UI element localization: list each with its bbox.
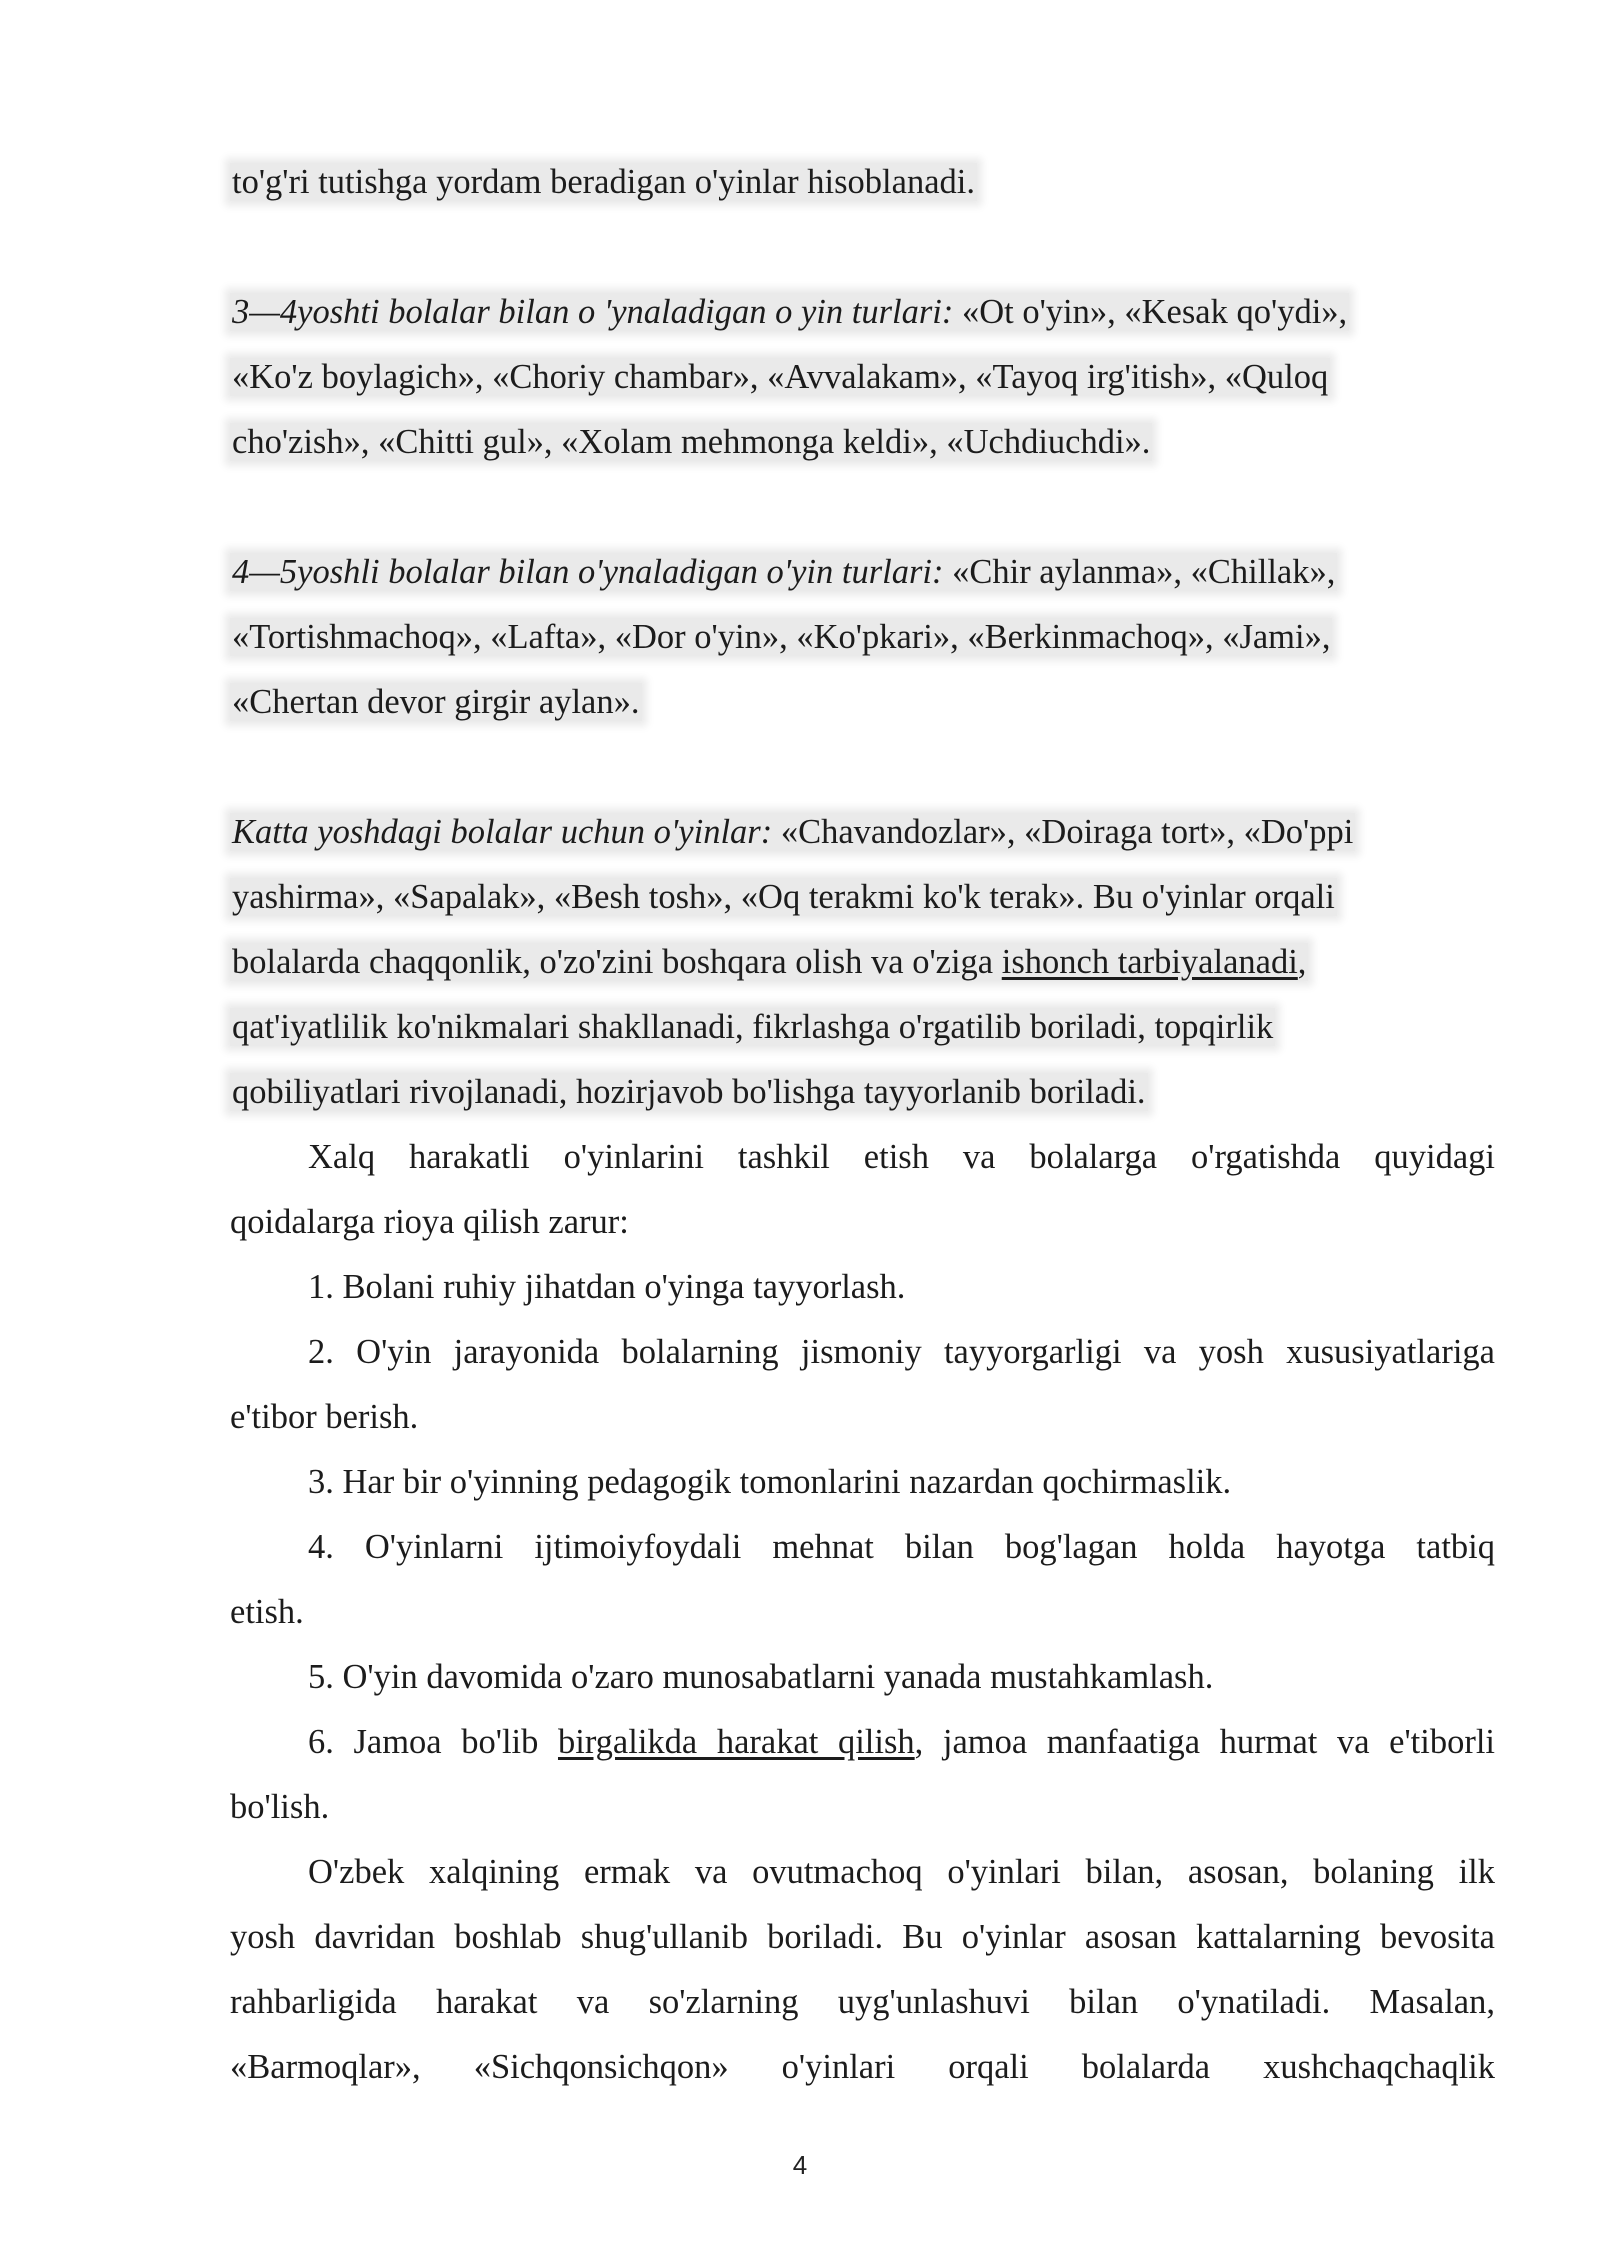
highlighted-text: to'g'ri tutishga yordam beradigan o'yinlar hisoblanadi.: [232, 163, 975, 201]
paragraph-3-line-3: [230, 670, 1495, 735]
rule-item-1: 1. Bolani ruhiy jihatdan o'yinga tayyorlash.: [308, 1268, 906, 1306]
paragraph-2-line-1: [230, 280, 1495, 345]
paragraph-2-line-2: [230, 345, 1495, 410]
paragraph-4-line-5: [230, 1060, 1495, 1125]
highlighted-text: qat'iyatlilik ko'nikmalari shakllanadi, fikrlashga o'rgatilib boriladi, topqirlik: [232, 1008, 1274, 1046]
paragraph-gap: [230, 735, 1495, 800]
section-heading-3-4: 3—4yoshti bolalar bilan o 'ynaladigan o yin turlari:: [232, 293, 954, 331]
highlighted-text: «Ko'z boylagich», «Choriy chambar», «Avvalakam», «Tayoq irg'itish», «Quloq: [232, 358, 1329, 396]
paragraph-6-line-4: «Barmoqlar», «Sichqonsichqon» o'yinlari orqali bolalarda xushchaqchaqlik: [230, 2048, 1495, 2086]
paragraph-gap: [230, 475, 1495, 540]
body-text: 6. Jamoa bo'lib: [308, 1723, 558, 1761]
paragraph-2-line-3: [230, 410, 1495, 475]
paragraph-4-line-4: [230, 995, 1495, 1060]
games-list-text: «Chavandozlar», «Doiraga tort», «Do'ppi: [772, 813, 1354, 851]
paragraph-4-line-2: [230, 865, 1495, 930]
underlined-link-text[interactable]: birgalikda harakat qilish: [557, 1723, 915, 1761]
rule-item-4-continued: etish.: [230, 1593, 304, 1631]
paragraph-3-line-1: [230, 540, 1495, 605]
body-text: bolalarda chaqqonlik, o'zo'zini boshqara olish va o'ziga: [232, 943, 1002, 981]
highlighted-text: cho'zish», «Chitti gul», «Xolam mehmonga keldi», «Uchdiuchdi».: [232, 423, 1151, 461]
body-text: , jamoa manfaatiga hurmat va e'tiborli: [914, 1723, 1495, 1761]
paragraph-4-line-1: [230, 800, 1495, 865]
rule-item-6-continued: bo'lish.: [230, 1788, 330, 1826]
games-list-text: «Ot o'yin», «Kesak qo'ydi»,: [953, 293, 1348, 331]
paragraph-5-line-2: qoidalarga rioya qilish zarur:: [230, 1203, 629, 1241]
section-heading-4-5: 4—5yoshli bolalar bilan o'ynaladigan o'yin turlari:: [232, 553, 944, 591]
highlighted-text: «Chertan devor girgir aylan».: [232, 683, 640, 721]
underlined-link-text[interactable]: ishonch tarbiyalanadi: [1001, 943, 1298, 981]
rule-item-4: 4. O'yinlarni ijtimoiyfoydali mehnat bilan bog'lagan holda hayotga tatbiq: [308, 1528, 1495, 1566]
body-text: ,: [1297, 943, 1307, 981]
paragraph-5-line-1: Xalq harakatli o'yinlarini tashkil etish va bolalarga o'rgatishda quyidagi: [308, 1138, 1495, 1176]
rule-item-3: 3. Har bir o'yinning pedagogik tomonlarini nazardan qochirmaslik.: [308, 1463, 1232, 1501]
highlighted-text: yashirma», «Sapalak», «Besh tosh», «Oq terakmi ko'k terak». Bu o'yinlar orqali: [232, 878, 1335, 916]
highlighted-text: «Tortishmachoq», «Lafta», «Dor o'yin», «Ko'pkari», «Berkinmachoq», «Jami»,: [232, 618, 1331, 656]
rule-item-2: 2. O'yin jarayonida bolalarning jismoniy tayyorgarligi va yosh xususiyatlariga: [308, 1333, 1495, 1371]
page-number: 4: [792, 2150, 808, 2180]
paragraph-6-line-3: rahbarligida harakat va so'zlarning uyg'unlashuvi bilan o'ynatiladi. Masalan,: [230, 1983, 1495, 2021]
paragraph-1-line-1: [230, 150, 1495, 215]
document-page: [230, 150, 1495, 2100]
highlighted-text: [230, 943, 1308, 981]
highlighted-text: [230, 293, 1349, 331]
paragraph-6-line-2: yosh davridan boshlab shug'ullanib boriladi. Bu o'yinlar asosan kattalarning bevosita: [230, 1918, 1495, 1956]
games-list-text: «Chir aylanma», «Chillak»,: [943, 553, 1336, 591]
section-heading-older: Katta yoshdagi bolalar uchun o'yinlar:: [232, 813, 773, 851]
paragraph-6-line-1: O'zbek xalqining ermak va ovutmachoq o'yinlari bilan, asosan, bolaning ilk: [308, 1853, 1495, 1891]
rule-item-6: [230, 1710, 1495, 1775]
rule-item-2-continued: e'tibor berish.: [230, 1398, 419, 1436]
paragraph-3-line-2: [230, 605, 1495, 670]
highlighted-text: [230, 813, 1355, 851]
highlighted-text: [230, 553, 1337, 591]
paragraph-4-line-3: [230, 930, 1495, 995]
rule-item-5: 5. O'yin davomida o'zaro munosabatlarni yanada mustahkamlash.: [308, 1658, 1214, 1696]
highlighted-text: qobiliyatlari rivojlanadi, hozirjavob bo'lishga tayyorlanib boriladi.: [232, 1073, 1146, 1111]
paragraph-gap: [230, 215, 1495, 280]
